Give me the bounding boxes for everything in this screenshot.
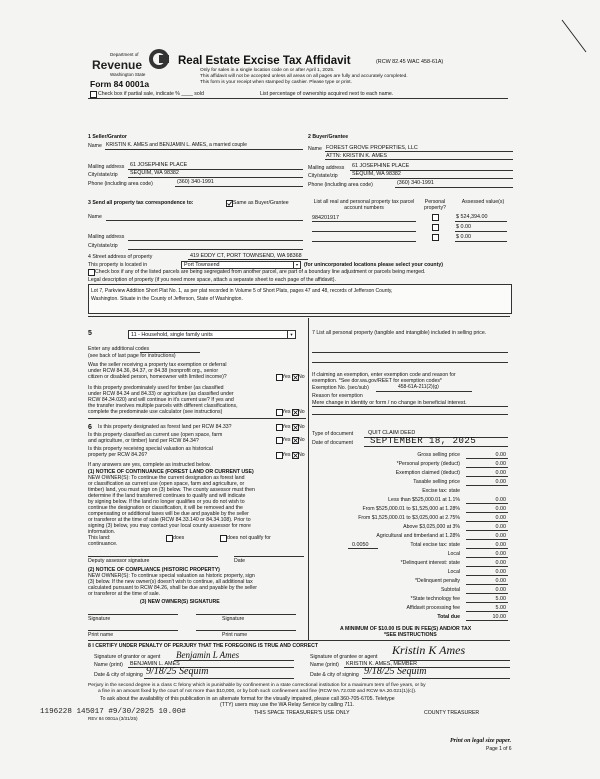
notice-compliance-line: (3) below. If the new owner(s) doesn't wish to continue, all additional tax (88, 579, 253, 585)
buyer-address-value[interactable]: 61 JOSEPHINE PLACE (352, 163, 410, 169)
calc-row-amount[interactable]: 0.00 (495, 506, 506, 512)
calc-row-amount[interactable]: 0.00 (495, 461, 506, 467)
calc-row-label: Total due (437, 614, 460, 620)
s6q3-yes-label: Yes (282, 452, 291, 458)
section6-number: 6 (88, 424, 92, 431)
calc-row-label: Excise tax: state (422, 488, 460, 494)
form-title: Real Estate Excise Tax Affidavit (178, 55, 351, 67)
calc-row-underline (466, 476, 508, 477)
grantor-date-label: Date & city of signing (94, 672, 143, 678)
minimum-fee-note: A MINIMUM OF $10.00 IS DUE IN FEE(S) AND/OR TAX (340, 626, 472, 632)
segregated-checkbox[interactable] (88, 269, 95, 276)
buyer-name-value[interactable]: FOREST GROVE PROPERTIES, LLC (326, 145, 418, 151)
calc-row-underline (466, 485, 508, 486)
calc-row-underline (466, 602, 508, 603)
seller-address-value[interactable]: 61 JOSEPHINE PLACE (130, 162, 188, 168)
calc-row-label: Taxable selling price (413, 479, 460, 485)
grantor-name-label: Name (print) (94, 662, 123, 668)
grantor-name-value[interactable]: BENJAMIN L. AMES (130, 661, 180, 667)
calc-row-label: Gross selling price (417, 452, 460, 458)
buyer-phone-label: Phone (including area code) (308, 182, 373, 188)
doc-type-label: Type of document (312, 431, 354, 437)
chevron-down-icon: ▾ (287, 331, 295, 338)
tax-calculation-table (312, 452, 508, 622)
timber-question-line-1: Is this property predominately used for timber (as classified (88, 385, 224, 391)
street-address-value[interactable]: 419 EDDY CT, PORT TOWNSEND, WA 98368 (190, 253, 302, 259)
section3-city-label: City/state/zip (88, 243, 118, 249)
calc-row-underline (466, 539, 508, 540)
calc-row-label: Less than $525,000.01 at 1.1% (388, 497, 460, 503)
partial-sale-label: Check box if partial sale, indicate % ____ sold (98, 91, 204, 97)
assessed-value-header: Assessed value(s) (461, 199, 505, 205)
new-owner-print-name-2: Print name (222, 632, 248, 638)
seller-address-label: Mailing address (88, 164, 125, 170)
legal-description-line-2: Washington. Situate in the County of Jefferson, State of Washington. (91, 296, 243, 302)
calc-row-amount[interactable]: 0.00 (495, 524, 506, 530)
buyer-attn-value[interactable]: ATTN: KRISTIN K. AMES (326, 153, 388, 159)
new-owner-signature-1: Signature (88, 616, 111, 622)
notice-continuance-line: determine if the land transferred continues to qualify and will indicate (88, 493, 246, 499)
buyer-phone-value[interactable]: (360) 340-1991 (397, 180, 434, 186)
exemption-no-value[interactable]: 458-61A-211(2)(g) (398, 384, 439, 390)
wa-state-seal-icon (148, 48, 170, 70)
calc-row-amount[interactable]: 0.00 (495, 578, 506, 584)
land-use-value: 11 - Household, single family units (131, 331, 213, 338)
calc-row-label: Total excise tax: state (410, 542, 460, 548)
notice-continuance-line: timber) land, you must sign on (3) below. The county assessor must then (88, 487, 255, 493)
new-owner-print-name-1: Print name (88, 632, 114, 638)
rcw-reference: (RCW 82.45 WAC 458-61A) (376, 59, 444, 65)
segregated-label: Check box if any of the listed parcels are being segregated from another parcel, are part of a boundary line adjustment or parcels being merged. (95, 269, 426, 275)
doc-type-value[interactable]: QUIT CLAIM DEED (368, 430, 416, 436)
notice-compliance-title: (2) NOTICE OF COMPLIANCE (HISTORIC PROPERTY) (88, 567, 220, 573)
list-percentage-note: List percentage of ownership acquired next to each name. (260, 91, 394, 97)
calc-row-underline (466, 566, 508, 567)
calc-row-label: From $1,525,000.01 to $3,025,000 at 2.75% (358, 515, 460, 521)
legal-description-line-1: Lot 7, Parkview Addition Short Plat No. 1, as per plat recorded in Volume 5 of Short Plats, pages 47 and 48, records of Jefferson County, (91, 288, 393, 294)
calc-row-amount[interactable]: 5.00 (495, 596, 506, 602)
seller-name-value[interactable]: KRISTIN K. AMES and BENJAMIN L. AMES, a married couple (106, 142, 247, 148)
does-not-checkbox[interactable] (220, 535, 227, 542)
same-as-buyer-label: Same as Buyer/Grantee (233, 200, 289, 206)
grantee-date-label: Date & city of signing (310, 672, 359, 678)
personal-property-heading-text: 7 List all personal property (tangible and intangible) included in selling price. (312, 330, 487, 336)
doc-date-value[interactable]: SEPTEMBER 18, 2025 (370, 436, 477, 446)
grantor-signature-label: Signature of grantor or agent (94, 654, 161, 660)
dept-line: Department of (110, 52, 139, 57)
s6q2-yes-label: Yes (282, 437, 291, 443)
s6q1-yes-label: Yes (282, 424, 291, 430)
reason-value[interactable]: Mere change in identity or form / no change in beneficial interest. (312, 400, 467, 406)
calc-row-amount[interactable]: 0.00 (495, 497, 506, 503)
current-use-question-1: Is this property classified as current use (open space, farm (88, 432, 223, 438)
alt-format-line-2: (TTY) users may use the WA Relay Service by calling 711. (220, 702, 355, 708)
form-code: REV 84 0001a (3/31/25) (88, 716, 138, 721)
calc-row-underline (466, 620, 508, 621)
parcel-header (312, 199, 416, 211)
notice-line-2: This affidavit will not be accepted unless all areas on all pages are fully and accurately completed. (200, 74, 408, 79)
timber-question-line-2: under RCW 84.34 and 84.33) or agriculture (as classified under (88, 391, 234, 397)
seller-city-label: City/state/zip (88, 172, 118, 178)
grantor-signature[interactable]: Benjamin L Ames (176, 650, 240, 660)
perjury-line-2: a fine in an amount fixed by the court of not more than $10,000, or by both such confinement and fine (RCW 9A.72.030 and RCW 9A.20.021(1)(c)). (98, 689, 417, 694)
any-yes-note: If any answers are yes, complete as instructed below. (88, 462, 211, 468)
new-owner-signature-heading: (3) NEW OWNER(S) SIGNATURE (140, 599, 220, 605)
exemption-question-line-2: under RCW 84.36, 84.37, or 84.38 (nonprofit org., senior (88, 368, 219, 374)
street-address-label: 4 Street address of property (88, 254, 153, 260)
calc-row-label: *Delinquent penalty (415, 578, 460, 584)
calc-row-label: Agricultural and timberland at 1.28% (376, 533, 460, 539)
county-treasurer-label: COUNTY TREASURER (424, 710, 480, 716)
grantor-date-city[interactable]: 9/18/25 Sequim (146, 666, 209, 677)
buyer-name-label: Name (308, 146, 322, 152)
local-rate-value[interactable]: 0.0050 (352, 542, 369, 548)
calc-row-amount[interactable]: 0.00 (495, 542, 506, 548)
buyer-address-label: Mailing address (308, 165, 345, 171)
calc-row-underline (466, 548, 508, 549)
form-number: Form 84 0001a (90, 79, 150, 89)
same-as-buyer-checkbox[interactable] (226, 200, 233, 207)
assessed-value-2[interactable]: $ 0.00 (456, 224, 471, 230)
q2-yes-label: Yes (282, 409, 291, 415)
calc-row-label: Local (447, 551, 460, 557)
section3-name-label: Name (88, 214, 102, 220)
buyer-city-label: City/state/zip (308, 173, 338, 179)
check-mark-icon (227, 201, 232, 206)
recording-stamp: 1196228 145017 #9/30/2025 10.00# (40, 708, 186, 716)
seller-city-value[interactable]: SEQUIM, WA 98382 (130, 170, 179, 176)
assessed-value-1[interactable]: $ 524,394.00 (456, 214, 488, 220)
notice-continuance-title: (1) NOTICE OF CONTINUANCE (FOREST LAND OR CURRENT USE) (88, 469, 254, 475)
located-in-select[interactable] (181, 261, 301, 269)
calc-row-amount[interactable]: 0.00 (495, 551, 506, 557)
section3-heading: 3 Send all property tax correspondence to: (88, 200, 194, 206)
calc-row-label: *State technology fee (410, 596, 460, 602)
calc-row-amount[interactable]: 0.00 (495, 470, 506, 476)
revenue-wordmark: Revenue (92, 58, 143, 72)
assessed-value-3[interactable]: $ 0.00 (456, 234, 471, 240)
grantee-name-value[interactable]: KRISTIN K. AMES, MEMBER (346, 661, 417, 667)
doc-date-label: Date of document (312, 440, 353, 446)
calc-row-underline (466, 584, 508, 585)
see-instructions-note: *SEE INSTRUCTIONS (384, 632, 437, 638)
additional-codes-label: Enter any additional codes (88, 346, 150, 352)
notice-continuance-line: information. (88, 529, 116, 535)
timber-question-line-3: RCW 84.34.020) and will continue in it's current use? If yes and (88, 397, 234, 403)
timber-question-line-5: complete the predominate use calculator (see instructions) (88, 409, 223, 415)
calc-row-amount[interactable]: 5.00 (495, 605, 506, 611)
exemption-question-line-3: citizen or disabled person, homeowner with limited income)? (88, 374, 227, 380)
notice-continuance-line: compensating or additional taxes will be due and payable by the seller (88, 511, 249, 517)
calc-row-underline (466, 557, 508, 558)
washington-state: Washington State (110, 72, 146, 77)
calc-row-label: Affidavit processing fee (406, 605, 460, 611)
reason-label: Reason for exemption (312, 393, 363, 399)
seller-phone-label: Phone (including area code) (88, 181, 153, 187)
personal-property-checkbox-2[interactable] (432, 224, 439, 231)
page-number: Page 1 of 6 (486, 746, 512, 752)
calc-row-label: Local (447, 569, 460, 575)
seller-phone-value[interactable]: (360) 340-1991 (177, 179, 214, 185)
s6q1-no-label: No (298, 424, 305, 430)
legal-description-label: Legal description of property (if you need more space, attach a separate sheet to each page of the affidavit). (88, 277, 336, 283)
does-checkbox[interactable] (166, 535, 173, 542)
calc-row-underline (466, 575, 508, 576)
calc-row-label: Exemption claimed (deduct) (395, 470, 460, 476)
grantee-date-city[interactable]: 9/18/25 Sequim (364, 666, 427, 677)
exemption-no-label: Exemption No. (sec/sub) (312, 385, 369, 391)
unincorporated-note: (for unincorporated locations please select your county) (304, 262, 443, 268)
calc-row-underline (466, 467, 508, 468)
parcel-header-text: List all real and personal property tax parcel account numbers (313, 199, 415, 211)
calc-row-underline (466, 512, 508, 513)
see-back-note: (see back of last page for instructions) (88, 353, 176, 359)
deputy-assessor-label: Deputy assessor signature (88, 558, 150, 564)
seller-name-label: Name (88, 143, 102, 149)
calc-row-amount[interactable]: 0.00 (495, 452, 506, 458)
q1-yes-label: Yes (282, 374, 291, 380)
notice-continuance-line: by signing below. If the land no longer qualifies or you do not wish to (88, 499, 245, 505)
calc-row-underline (466, 503, 508, 504)
grantee-signature-label: Signature of grantee or agent (310, 654, 378, 660)
treasurer-use-label: THIS SPACE TREASURER'S USE ONLY (254, 710, 350, 716)
grantee-name-label: Name (print) (310, 662, 339, 668)
calc-row-label: Subtotal (440, 587, 460, 593)
buyer-heading: 2 Buyer/Grantee (308, 134, 349, 140)
pen-stroke-mark (560, 18, 590, 58)
notice-compliance-line: NEW OWNER(S): To continue special valuation as historic property, sign (88, 573, 255, 579)
exemption-instruction-1: If claiming an exemption, enter exemption code and reason for (312, 372, 456, 378)
legal-description-box[interactable] (88, 284, 512, 314)
calc-row-underline (466, 530, 508, 531)
exemption-instruction-2: exemption. *See dor.wa.gov/REET for exemption codes* (312, 378, 442, 384)
land-use-select[interactable] (128, 330, 296, 339)
exemption-question-line-1: Was the seller receiving a property tax exemption or deferral (88, 362, 227, 368)
notice-continuance-line: or transferor at the time of sale (RCW 84.33.140 or 84.34.108). Prior to (88, 517, 251, 523)
notice-continuance-line: NEW OWNER(S): To continue the current designation as forest land (88, 475, 245, 481)
personal-property-checkbox-3[interactable] (432, 234, 439, 241)
calc-row-label: Above $3,025,000 at 3% (403, 524, 460, 530)
calc-row-label: *Delinquent interest: state (400, 560, 460, 566)
s6q2-no-label: No (298, 437, 305, 443)
calc-row-amount[interactable]: 0.00 (495, 479, 506, 485)
section3-address-label: Mailing address (88, 234, 125, 240)
parcel-number-1[interactable]: 984201917 (312, 215, 339, 221)
notice-compliance-line: or transferor at the time of sale. (88, 591, 161, 597)
section5-number: 5 (88, 330, 92, 337)
new-owner-signature-2: Signature (222, 616, 245, 622)
deputy-date-label: Date (234, 558, 245, 564)
q1-no-label: No (298, 374, 305, 380)
this-land-label: This land: (88, 535, 111, 541)
perjury-line-1: Perjury in the second degree is a class C felony which is punishable by confinement in a state correctional institution for a maximum term of five years, or by (88, 683, 426, 688)
located-in-label: This property is located in (88, 262, 148, 268)
timber-question-line-4: the transfer involves multiple parcels with different classifications, (88, 403, 238, 409)
does-label: does (173, 535, 185, 541)
historic-question-2: property per RCW 84.26? (88, 452, 148, 458)
calc-row-underline (466, 521, 508, 522)
personal-property-checkbox-1[interactable] (432, 214, 439, 221)
alt-format-line-1: To ask about the availability of this publication in an alternate format for the visually impaired, please call 360-705-6705. Teletype (100, 696, 395, 702)
calc-row-amount[interactable]: 0.00 (495, 587, 506, 593)
notice-line-1: Only for sales in a single location code on or after April 1, 2025. (200, 68, 335, 73)
personal-property-heading (312, 330, 508, 337)
calc-row-amount[interactable]: 0.00 (495, 533, 506, 539)
calc-row-underline (466, 611, 508, 612)
partial-sale-checkbox[interactable] (90, 91, 97, 98)
legal-paper-note: Print on legal size paper. (450, 738, 512, 744)
q2-no-label: No (298, 409, 305, 415)
calc-row-label: *Personal property (deduct) (396, 461, 460, 467)
grantee-signature[interactable]: Kristin K Ames (392, 643, 466, 657)
buyer-city-value[interactable]: SEQUIM, WA 98382 (352, 171, 401, 177)
does-not-label: does not qualify for (227, 535, 271, 541)
chevron-down-icon: ▾ (293, 262, 300, 268)
notice-line-3: This form is your receipt when stamped by cashier. Please type or print. (200, 80, 352, 85)
s6q3-no-label: No (298, 452, 305, 458)
notice-continuance-line: or classification as current use (open space, farm and agriculture, or (88, 481, 245, 487)
seller-heading: 1 Seller/Grantor (88, 134, 127, 140)
notice-compliance-line: calculated pursuant to RCW 84.26, shall be due and payable by the seller (88, 585, 257, 591)
located-in-value: Port Townsend (184, 262, 220, 268)
current-use-question-2: and agriculture, or timber) land per RCW 84.34? (88, 438, 199, 444)
calc-row-label: From $525,000.01 to $1,525,000 at 1.28% (362, 506, 460, 512)
notice-continuance-line: signing (3) below, you may contact your local county assessor for more (88, 523, 251, 529)
calc-row-amount[interactable]: 0.00 (495, 560, 506, 566)
notice-continuance-line: continue the designation or classification, it will be removed and the (88, 505, 243, 511)
calc-row-amount[interactable]: 10.00 (492, 614, 506, 620)
personal-property-header: Personal property? (424, 199, 446, 211)
continuance-label: continuance. (88, 541, 118, 547)
certify-statement: 8 I CERTIFY UNDER PENALTY OF PERJURY THAT THE FOREGOING IS TRUE AND CORRECT (88, 643, 318, 649)
forest-land-question: Is this property designated as forest land per RCW 84.33? (98, 424, 232, 430)
calc-row-underline (466, 593, 508, 594)
historic-question-1: Is this property receiving special valuation as historical (88, 446, 213, 452)
calc-row-underline (466, 458, 508, 459)
calc-row-amount[interactable]: 0.00 (495, 569, 506, 575)
calc-row-amount[interactable]: 0.00 (495, 515, 506, 521)
